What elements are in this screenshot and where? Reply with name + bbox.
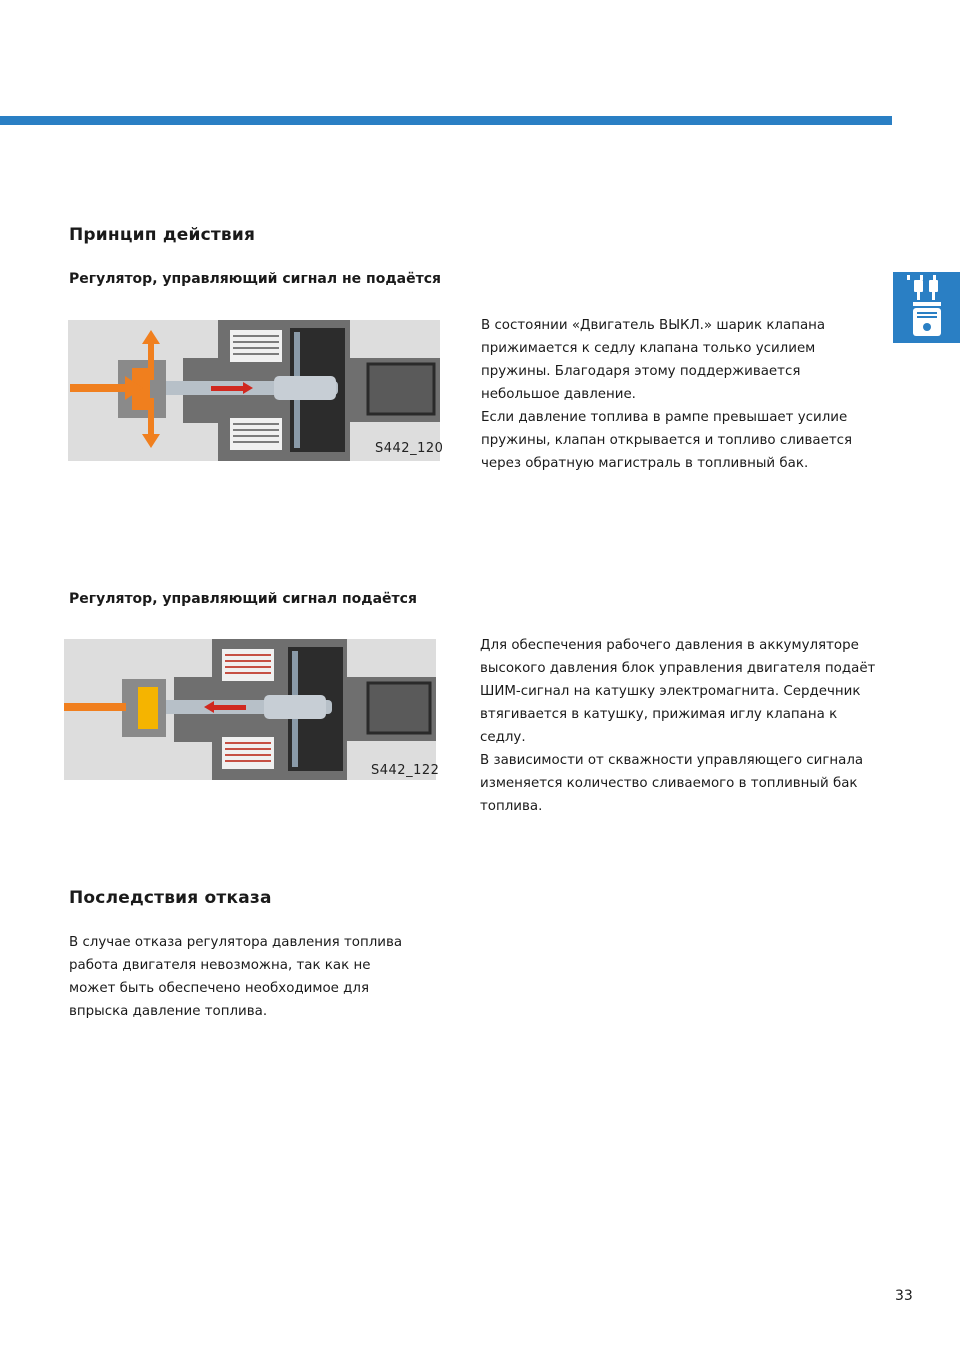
- section1-title: Регулятор, управляющий сигнал не подаётся: [69, 271, 441, 287]
- consequences-title: Последствия отказа: [69, 888, 272, 908]
- section2-text: [480, 634, 882, 818]
- chapter-tab: [893, 272, 960, 343]
- paragraph: В зависимости от скважности управляющего сигнала изменяется количество сливаемого в топливный бак топлива.: [480, 753, 864, 814]
- section1-text: [481, 314, 881, 475]
- paragraph: Для обеспечения рабочего давления в аккумуляторе высокого давления блок управления двигателя подаёт ШИМ-сигнал на катушку электромагнита. Сердечник втягивается в катушку, прижимая иглу клапана к седлу.: [480, 638, 876, 745]
- figure-label: S442_120: [375, 441, 444, 456]
- consequences-text: [69, 931, 414, 1023]
- page-number: 33: [895, 1288, 913, 1304]
- section2-title: Регулятор, управляющий сигнал подаётся: [69, 591, 417, 607]
- regulator-diagram-on: [64, 637, 436, 782]
- figure-label: S442_122: [371, 763, 440, 778]
- paragraph: В состоянии «Двигатель ВЫКЛ.» шарик клапана прижимается к седлу клапана только усилием пружины. Благодаря этому поддерживается небольшое давление.: [481, 318, 826, 402]
- header-accent-bar: [0, 116, 892, 125]
- page-title: Принцип действия: [69, 225, 256, 245]
- engine-system-icon: [893, 272, 960, 343]
- paragraph: В случае отказа регулятора давления топлива работа двигателя невозможна, так как не может быть обеспечено необходимое для впрыска давление топлива.: [69, 935, 403, 1019]
- paragraph: Если давление топлива в рампе превышает усилие пружины, клапан открывается и топливо сливается через обратную магистраль в топливный бак.: [481, 410, 853, 471]
